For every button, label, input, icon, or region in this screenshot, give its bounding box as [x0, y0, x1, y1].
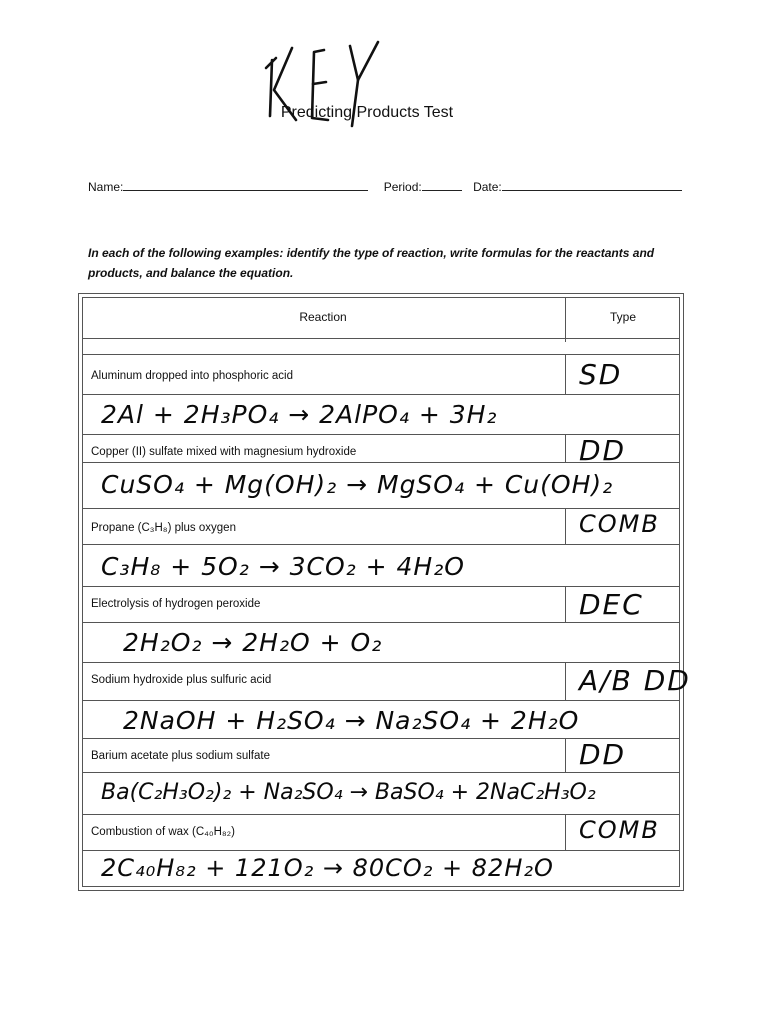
reaction-equation: 2H₂O₂ → 2H₂O + O₂ — [123, 628, 383, 657]
name-label: Name: — [88, 180, 124, 194]
reaction-name: Aluminum dropped into phosphoric acid — [91, 370, 294, 382]
reaction-equation: CuSO₄ + Mg(OH)₂ → MgSO₄ + Cu(OH)₂ — [101, 470, 614, 499]
column-header-reaction: Reaction — [299, 310, 347, 324]
reaction-equation: C₃H₈ + 5O₂ → 3CO₂ + 4H₂O — [101, 552, 465, 581]
reaction-name: Sodium hydroxide plus sulfuric acid — [91, 674, 272, 686]
reaction-name: Propane (C₃H₈) plus oxygen — [91, 522, 236, 534]
student-info-line — [88, 178, 682, 194]
reaction-type: COMB — [579, 510, 660, 538]
date-blank[interactable] — [502, 178, 682, 191]
reaction-type: DEC — [579, 588, 644, 621]
reaction-table — [78, 293, 691, 891]
page-title: Predicting Products Test — [280, 104, 454, 121]
reaction-name: Combustion of wax (C₄₀H₈₂) — [91, 826, 235, 838]
reaction-equation: 2Al + 2H₃PO₄ → 2AlPO₄ + 3H₂ — [101, 400, 498, 429]
reaction-name: Electrolysis of hydrogen peroxide — [91, 598, 261, 610]
reaction-type: COMB — [579, 816, 660, 844]
reaction-equation: 2NaOH + H₂SO₄ → Na₂SO₄ + 2H₂O — [123, 706, 580, 735]
period-label: Period: — [383, 180, 422, 194]
reaction-type: SD — [579, 358, 623, 391]
reaction-equation: 2C₄₀H₈₂ + 121O₂ → 80CO₂ + 82H₂O — [101, 854, 554, 882]
date-label: Date: — [473, 180, 502, 194]
reaction-equation: Ba(C₂H₃O₂)₂ + Na₂SO₄ → BaSO₄ + 2NaC₂H₃O₂ — [101, 780, 596, 805]
period-blank[interactable] — [422, 178, 462, 191]
instructions-text: In each of the following examples: identify the type of reaction, write formulas for the reactants and products, and balance the equation. — [88, 246, 655, 280]
reaction-type: A/B DD — [579, 664, 691, 697]
reaction-name: Barium acetate plus sodium sulfate — [91, 750, 270, 762]
name-blank[interactable] — [123, 178, 368, 191]
reaction-type: DD — [579, 738, 627, 771]
reaction-type: DD — [579, 434, 627, 467]
column-header-type: Type — [609, 310, 636, 324]
reaction-name: Copper (II) sulfate mixed with magnesium hydroxide — [91, 446, 357, 458]
